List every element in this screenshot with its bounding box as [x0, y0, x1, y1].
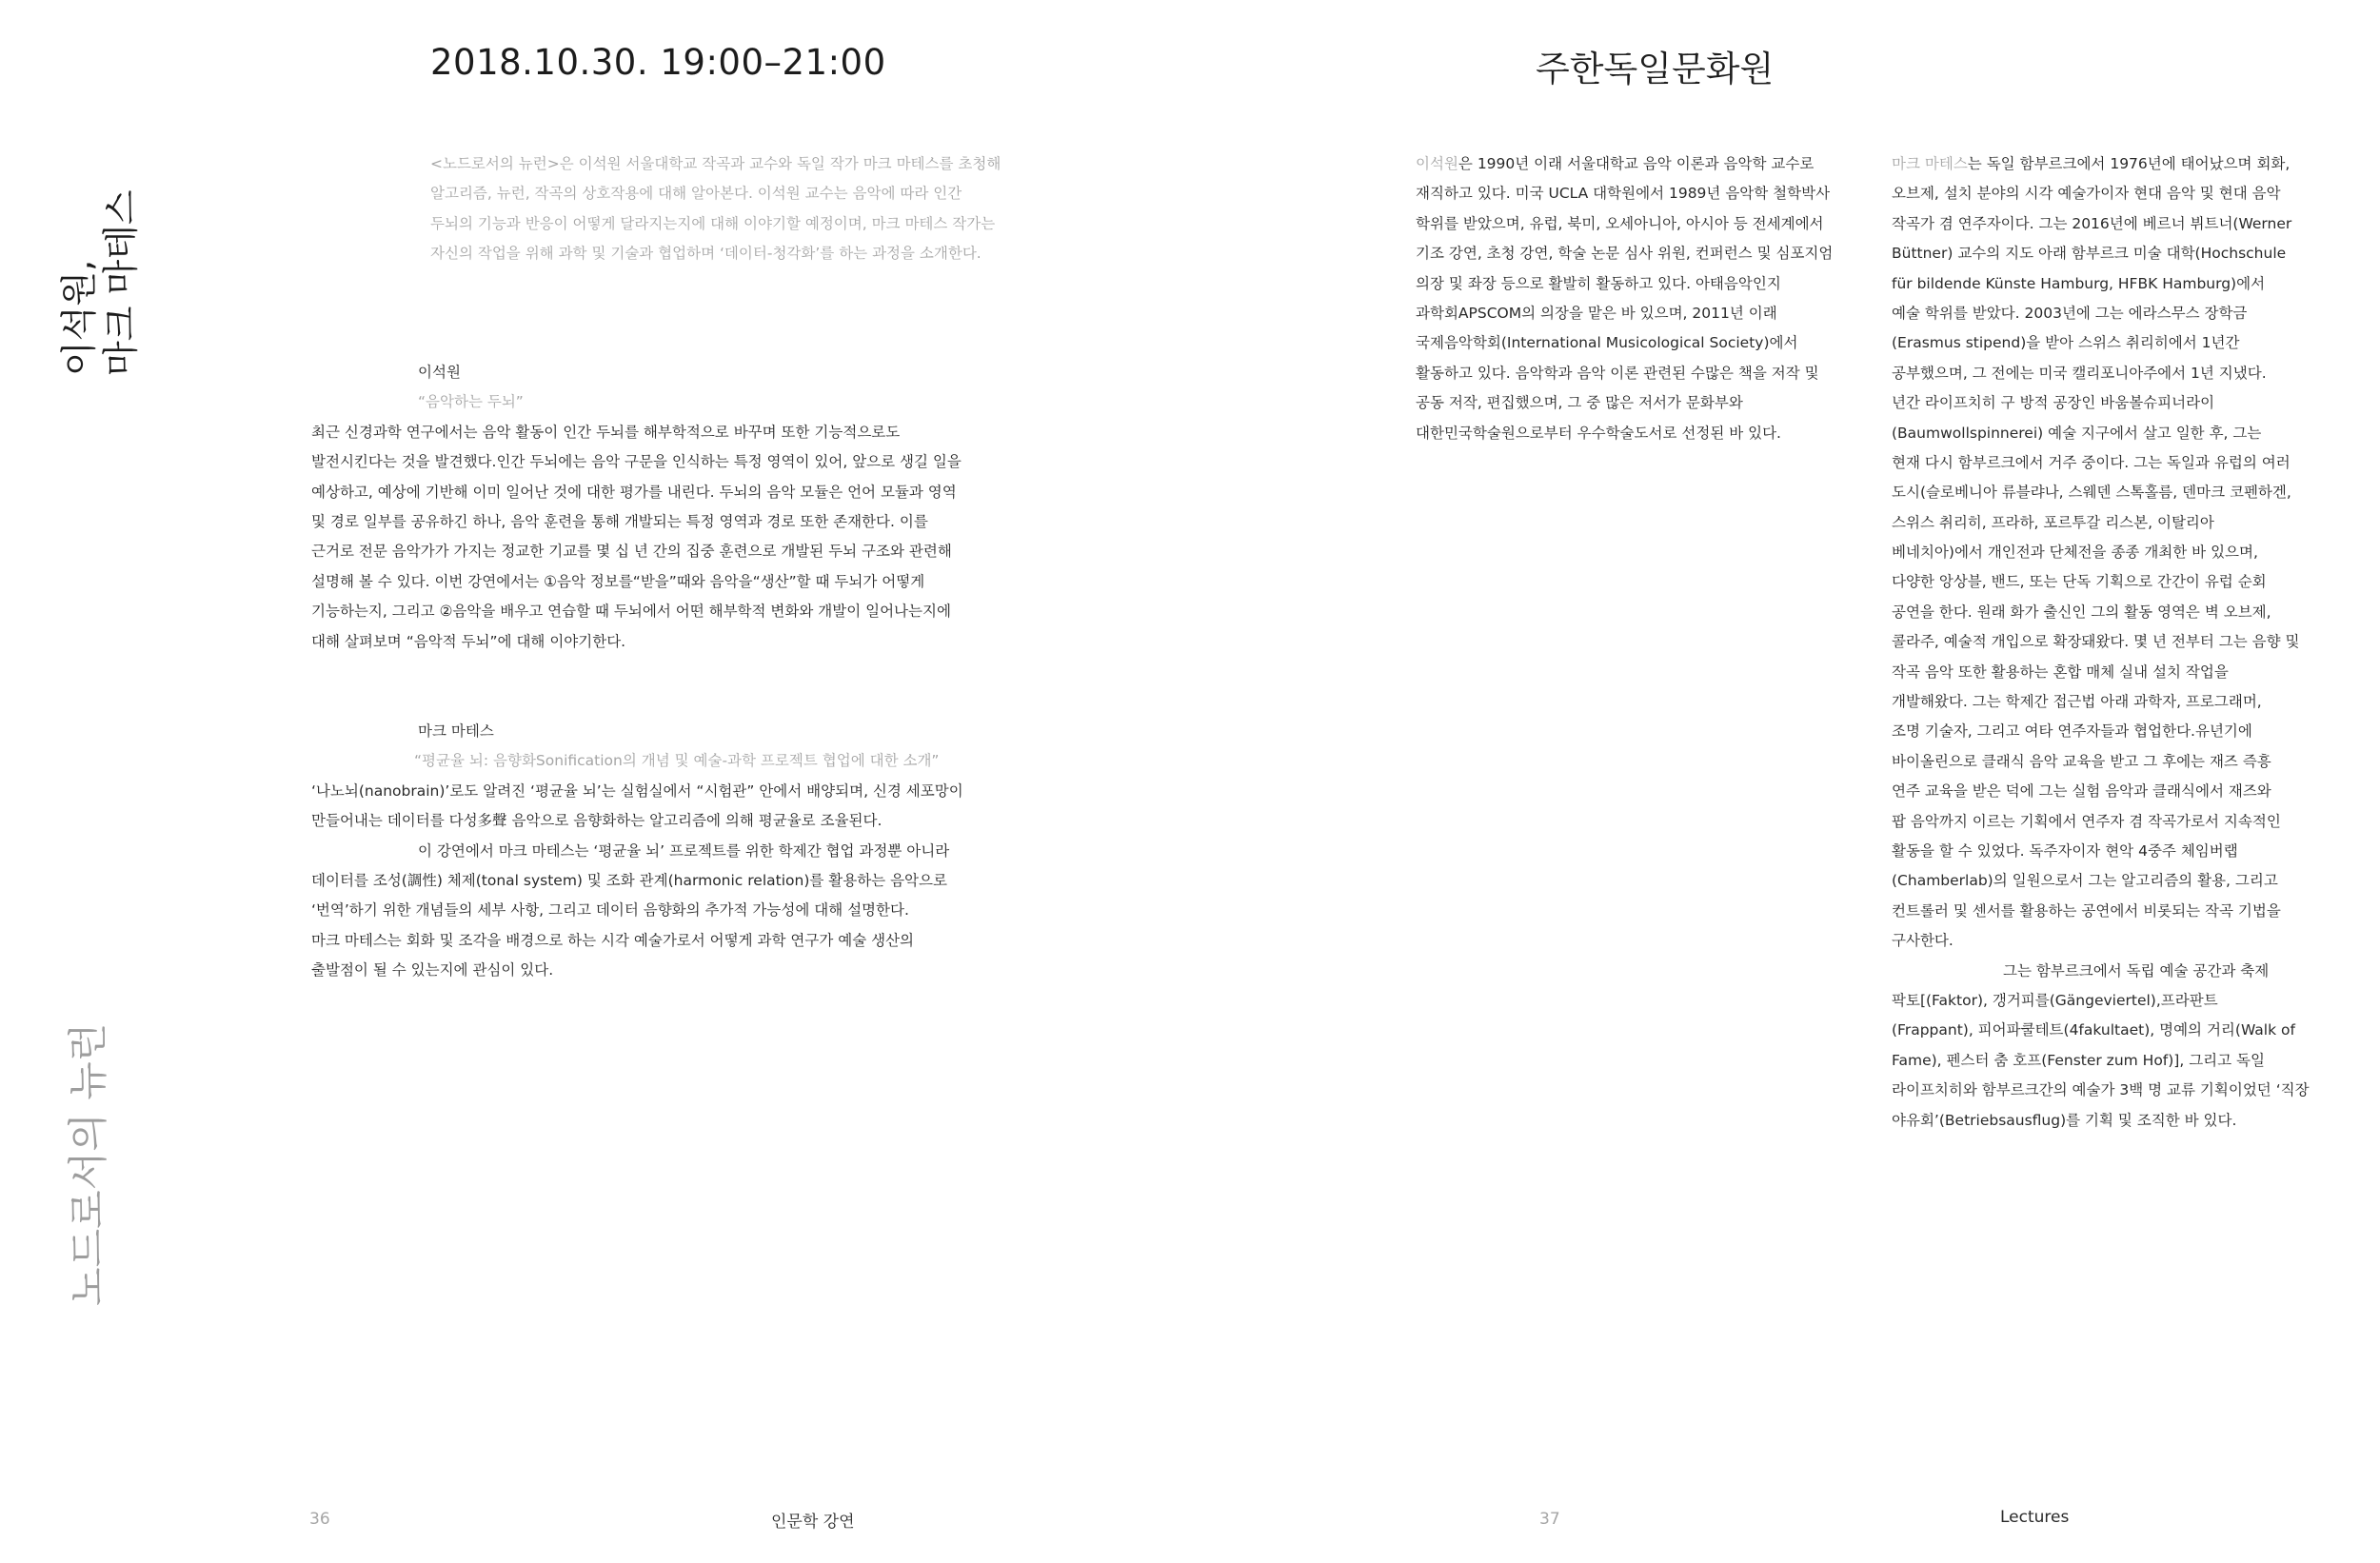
intro-line: 자신의 작업을 위해 과학 및 기술과 협업하며 ‘데이터-청각화’를 하는 과정을 소개한다.	[430, 245, 982, 263]
bio1-line: 대한민국학술원으로부터 우수학술도서로 선정된 바 있다.	[1416, 424, 1781, 442]
bio-marc-matter	[1892, 149, 2310, 1136]
bio1-line: 국제음악학회(International Musicological Society)에서	[1416, 334, 1798, 352]
bio-seokwon-lee	[1416, 149, 1833, 448]
intro-line: 알고리즘, 뉴런, 작곡의 상호작용에 대해 알아본다. 이석원 교수는 음악에 따라 인간	[430, 185, 962, 203]
footer-label-left: 인문학 강연	[771, 1513, 855, 1532]
lecture2-line: 데이터를 조성(調性) 체제(tonal system) 및 조화 관계(harmonic relation)를 활용하는 음악으로	[311, 871, 947, 889]
vertical-series-title	[57, 1022, 114, 1314]
bio2-line: 연주 교육을 받은 덕에 그는 실험 음악과 클래식에서 재즈와	[1892, 782, 2271, 801]
bio2-line: (Frappant), 피어파쿨테트(4fakultaet), 명예의 거리(Walk of	[1892, 1021, 2295, 1039]
bio2-line: 라이프치히와 함부르크간의 예술가 3백 명 교류 기획이었던 ‘직장	[1892, 1081, 2310, 1099]
bio2-line: (Erasmus stipend)을 받아 스위스 취리히에서 1년간	[1892, 334, 2240, 352]
bio2-line: 오브제, 설치 분야의 시각 예술가이자 현대 음악 및 현대 음악	[1892, 185, 2281, 203]
bio1-line: 학위를 받았으며, 유럽, 북미, 오세아니아, 아시아 등 전세계에서	[1416, 214, 1824, 232]
lecture1-title: “음악하는 두뇌”	[418, 393, 524, 411]
bio2-line: 다양한 앙상블, 밴드, 또는 단독 기획으로 간간이 유럽 순회	[1892, 573, 2267, 591]
bio1-line: 활동하고 있다. 음악학과 음악 이론 관련된 수많은 책을 저작 및	[1416, 364, 1819, 382]
lecture2-block	[311, 717, 963, 986]
bio2-name: 마크 마테스	[1892, 155, 1968, 172]
event-date: 2018.10.30. 19:00–21:00	[430, 42, 886, 83]
bio2-line: 스위스 취리히, 프라하, 포르투갈 리스본, 이탈리아	[1892, 513, 2214, 531]
bio2-line: 조명 기술자, 그리고 여타 연주자들과 협업한다.유년기에	[1892, 722, 2252, 741]
lecture2-line: 마크 마테스는 회화 및 조각을 배경으로 하는 시각 예술가로서 어떻게 과학 연구가 예술 생산의	[311, 931, 915, 949]
lecture1-line: 기능하는지, 그리고 ②음악을 배우고 연습할 때 두뇌에서 어떤 해부학적 변화와 개발이 일어나는지에	[311, 603, 951, 621]
lecture1-speaker: 이석원	[418, 364, 461, 381]
bio2-line: 도시(슬로베니아 류블랴나, 스웨덴 스톡홀름, 덴마크 코펜하겐,	[1892, 484, 2291, 502]
lecture2-line: 만들어내는 데이터를 다성多聲 음악으로 음향화하는 알고리즘에 의해 평균율로 조율된다.	[311, 812, 883, 830]
series-title: 노드로서의 뉴런	[65, 1022, 111, 1306]
bio2-line: 공연을 한다. 원래 화가 출신인 그의 활동 영역은 벽 오브제,	[1892, 603, 2271, 621]
bio2-line: 구사한다.	[1892, 932, 1954, 950]
vertical-speaker-title	[57, 186, 142, 414]
lecture2-speaker: 마크 마테스	[418, 722, 494, 740]
bio2-line: 년간 라이프치히 구 방적 공장인 바움볼슈피너라이	[1892, 394, 2215, 412]
bio2-line: 활동을 할 수 있었다. 독주자이자 현악 4중주 체임버랩	[1892, 841, 2238, 860]
vertical-title-line-2: 마크 마테스	[100, 189, 142, 376]
lecture2-line: 출발점이 될 수 있는지에 관심이 있다.	[311, 961, 554, 979]
bio2-line: 바이올린으로 클래식 음악 교육을 받고 그 후에는 재즈 즉흥	[1892, 752, 2271, 770]
lecture1-block	[311, 358, 962, 657]
bio2-line: für bildende Künste Hamburg, HFBK Hamburg)에서	[1892, 274, 2266, 292]
bio1-name: 이석원	[1416, 155, 1458, 172]
page-number-left: 36	[309, 1510, 330, 1529]
footer-label-right: Lectures	[2000, 1508, 2070, 1527]
bio2-line: 팝 음악까지 이르는 기획에서 연주자 겸 작곡가로서 지속적인	[1892, 812, 2281, 830]
bio1-line: 과학회APSCOM의 의장을 맡은 바 있으며, 2011년 이래	[1416, 304, 1777, 322]
lecture1-line: 및 경로 일부를 공유하긴 하나, 음악 훈련을 통해 개발되는 특정 영역과 경로 또한 존재한다. 이를	[311, 512, 928, 530]
bio2-line: 컨트롤러 및 센서를 활용하는 공연에서 비롯되는 작곡 기법을	[1892, 901, 2281, 920]
bio1-first-line: 은 1990년 이래 서울대학교 음악 이론과 음악학 교수로	[1458, 155, 1815, 172]
lecture1-line: 대해 살펴보며 “음악적 두뇌”에 대해 이야기한다.	[311, 632, 626, 650]
bio2-indented-line: 그는 함부르크에서 독립 예술 공간과 축제	[2003, 961, 2270, 979]
bio2-line: Büttner) 교수의 지도 아래 함부르크 미술 대학(Hochschule	[1892, 245, 2287, 263]
bio1-line: 재직하고 있다. 미국 UCLA 대학원에서 1989년 음악학 철학박사	[1416, 185, 1831, 203]
bio2-line: 야유회’(Betriebsausflug)를 기획 및 조직한 바 있다.	[1892, 1111, 2237, 1129]
bio1-line: 공동 저작, 편집했으며, 그 중 많은 저서가 문화부와	[1416, 394, 1743, 412]
intro-paragraph	[430, 149, 1001, 269]
bio2-line: 개발해왔다. 그는 학제간 접근법 아래 과학자, 프로그래머,	[1892, 693, 2262, 711]
intro-line: 두뇌의 기능과 반응이 어떻게 달라지는지에 대해 이야기할 예정이며, 마크 마테스 작가는	[430, 214, 996, 232]
lecture1-line: 최근 신경과학 연구에서는 음악 활동이 인간 두뇌를 해부학적으로 바꾸며 또한 기능적으로도	[311, 423, 901, 441]
bio1-line: 기조 강연, 초청 강연, 학술 논문 심사 위원, 컨퍼런스 및 심포지엄	[1416, 245, 1834, 263]
lecture1-line: 발전시킨다는 것을 발견했다.인간 두뇌에는 음악 구문을 인식하는 특정 영역이 있어, 앞으로 생길 일을	[311, 453, 962, 471]
bio2-line: 작곡가 겸 연주자이다. 그는 2016년에 베르너 뷔트너(Werner	[1892, 214, 2292, 232]
lecture2-title: “평균율 뇌: 음향화Sonification의 개념 및 예술-과학 프로젝트 협업에 대한 소개”	[414, 752, 940, 770]
lecture1-line: 근거로 전문 음악가가 가지는 정교한 기교를 몇 십 년 간의 집중 훈련으로 개발된 두뇌 구조와 관련해	[311, 543, 952, 561]
intro-line: <노드로서의 뉴런>은 이석원 서울대학교 작곡과 교수와 독일 작가 마크 마테스를 초청해	[430, 155, 1002, 172]
bio2-line: 팍토[(Faktor), 갱거피를(Gängeviertel),프라판트	[1892, 991, 2218, 1009]
bio2-line: 공부했으며, 그 전에는 미국 캘리포니아주에서 1년 지냈다.	[1892, 364, 2267, 382]
lecture1-line: 예상하고, 예상에 기반해 이미 일어난 것에 대한 평가를 내린다. 두뇌의 음악 모듈은 언어 모듈과 영역	[311, 483, 957, 501]
bio2-line: 예술 학위를 받았다. 2003년에 그는 에라스무스 장학금	[1892, 304, 2248, 322]
bio2-line: (Baumwollspinnerei) 예술 지구에서 살고 일한 후, 그는	[1892, 424, 2262, 442]
bio2-line: 현재 다시 함부르크에서 거주 중이다. 그는 독일과 유럽의 여러	[1892, 453, 2291, 471]
lecture2-line: ‘번역’하기 위한 개념들의 세부 사항, 그리고 데이터 음향화의 추가적 가능성에 대해 설명한다.	[311, 901, 909, 920]
bio2-line: 베네치아)에서 개인전과 단체전을 종종 개최한 바 있으며,	[1892, 544, 2258, 562]
lecture2-line: ‘나노뇌(nanobrain)’로도 알려진 ‘평균율 뇌’는 실험실에서 “시험관” 안에서 배양되며, 신경 세포망이	[311, 782, 963, 800]
bio2-line: 콜라주, 예술적 개입으로 확장돼왔다. 몇 년 전부터 그는 음향 및	[1892, 633, 2300, 651]
bio2-line: Fame), 펜스터 춤 호프(Fenster zum Hof)], 그리고 독일	[1892, 1051, 2266, 1069]
vertical-title-line-1: 이석원,	[58, 259, 100, 376]
bio2-first-line: 는 독일 함부르크에서 1976년에 태어났으며 회화,	[1967, 155, 2291, 172]
lecture2-indented-line: 이 강연에서 마크 마테스는 ‘평균율 뇌’ 프로젝트를 위한 학제간 협업 과정뿐 아니라	[418, 841, 950, 860]
bio1-line: 의장 및 좌장 등으로 활발히 활동하고 있다. 아태음악인지	[1416, 274, 1781, 292]
page-number-right: 37	[1539, 1510, 1560, 1529]
venue-name: 주한독일문화원	[1536, 49, 1775, 89]
bio2-line: 작곡 음악 또한 활용하는 혼합 매체 실내 설치 작업을	[1892, 663, 2229, 681]
lecture1-line: 설명해 볼 수 있다. 이번 강연에서는 ①음악 정보를“받을”때와 음악을“생산”할 때 두뇌가 어떻게	[311, 572, 925, 590]
bio2-line: (Chamberlab)의 일원으로서 그는 알고리즘의 활용, 그리고	[1892, 872, 2278, 890]
